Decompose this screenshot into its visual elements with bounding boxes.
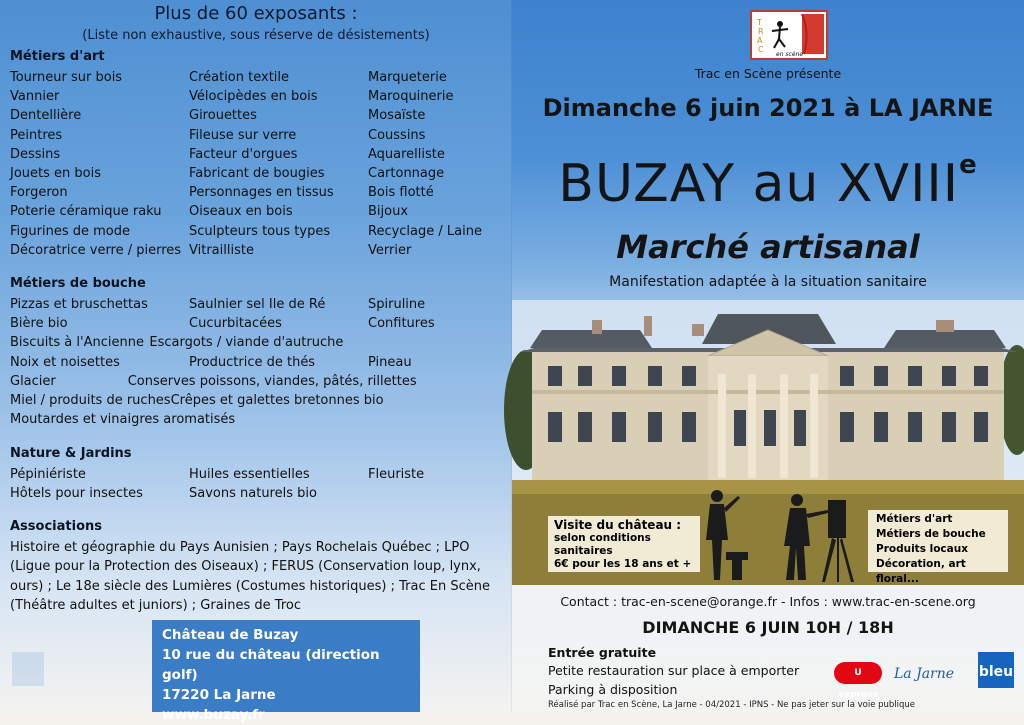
exhibitor-entry: Coussins (368, 127, 426, 143)
event-title-superscript: e (959, 150, 978, 180)
food-info: Petite restauration sur place à emporter (548, 663, 800, 678)
la-jarne-logo-icon: La Jarne (894, 666, 955, 682)
exhibitor-entry: Fileuse sur verre (189, 127, 297, 143)
exhibitor-entry: Hôtels pour insectes (10, 486, 143, 502)
exhibitor-entry: Mosaïste (368, 108, 426, 124)
event-date-headline: Dimanche 6 juin 2021 à LA JARNE (542, 94, 994, 122)
exhibitor-row (10, 87, 510, 106)
exhibitor-entry: Vélocipèdes en bois (189, 89, 318, 105)
trac-en-scene-logo-icon (750, 10, 828, 60)
metiers-art-list (10, 68, 510, 260)
exhibitor-entry (399, 333, 510, 352)
exhibitor-entry: Glacier (10, 373, 56, 389)
exhibitor-entry (424, 410, 510, 429)
ghost-logo-bleu-icon (12, 652, 44, 686)
sanitary-notice: Manifestation adaptée à la situation sanitaire (609, 274, 927, 290)
exhibitor-entry: Création textile (189, 70, 290, 85)
exhibitor-entry: Girouettes (189, 108, 257, 124)
exhibitor-entry: Recyclage / Laine (368, 223, 482, 239)
exhibitor-entry: Miel / produits de ruches (10, 392, 171, 408)
associations-text: Histoire et géographie du Pays Aunisien ; Pays Rochelais Québec ; LPO (Ligue pour la Protection des Oiseaux) ; FERUS (Conservation loup, lynx, ours) ; Le 18e siècle des Lumières (Costumes historiques) ; Trac En Scène (Théâtre adultes et juniors) ; Graines de Troc (10, 540, 490, 614)
france-bleu-logo-icon: bleu (978, 652, 1014, 688)
exhibitors-subtitle: (Liste non exhaustive, sous réserve de désistements) (82, 28, 430, 43)
exhibitor-entry: Escargots / viande d'autruche (149, 335, 344, 351)
section-heading-metiers-bouche: Métiers de bouche (10, 276, 146, 291)
exhibitor-row (10, 222, 510, 241)
market-subtitle: Marché artisanal (616, 228, 920, 266)
exhibitor-entry: Oiseaux en bois (189, 204, 293, 220)
exhibitor-row (10, 314, 510, 333)
category-item: Métiers de bouche (876, 528, 986, 540)
category-item: Décoration, art floral... (876, 558, 966, 585)
exhibitor-entry: Bijoux (368, 204, 409, 220)
category-item: Métiers d'art (876, 513, 953, 525)
exhibitor-entry (368, 484, 510, 503)
exhibitor-row (10, 145, 510, 164)
address-line-city: 17220 La Jarne (162, 687, 276, 703)
exhibitor-row (10, 353, 510, 372)
exhibitor-row (10, 372, 510, 391)
credits-line: Réalisé par Trac en Scène, La Jarne - 04/2021 - IPNS - Ne pas jeter sur la voie publique (548, 700, 916, 710)
svg-text:A: A (757, 36, 763, 45)
exhibitor-entry: Cucurbitacées (189, 316, 282, 332)
exhibitor-entry: Dessins (10, 146, 61, 162)
event-title-main: BUZAY au XVIII (558, 154, 960, 214)
exhibitor-entry: Crêpes et galettes bretonnes bio (170, 392, 384, 408)
exhibitor-entry: Fleuriste (368, 467, 425, 482)
exhibitor-row (10, 465, 510, 484)
exhibitor-entry: Biscuits à l'Ancienne (10, 335, 144, 351)
exhibitor-entry: Forgeron (10, 185, 68, 201)
exhibitor-entry (315, 410, 424, 429)
section-heading-nature: Nature & Jardins (10, 446, 132, 461)
categories-box (868, 510, 1008, 585)
exhibitor-entry: Maroquinerie (368, 89, 454, 105)
exhibitor-entry: Savons naturels bio (189, 486, 317, 502)
exhibitor-row (10, 202, 510, 221)
exhibitor-entry: Aquarelliste (368, 146, 445, 162)
exhibitor-entry: Spiruline (368, 297, 426, 312)
exhibitor-row (10, 410, 510, 429)
presenter-line: Trac en Scène présente (694, 66, 842, 81)
exhibitor-entry: Dentellière (10, 108, 82, 124)
exhibitor-entry: Saulnier sel Ile de Ré (189, 297, 326, 312)
address-line-name: Château de Buzay (162, 627, 299, 643)
exhibitor-entry: Bière bio (10, 316, 68, 332)
exhibitor-entry: Pineau (368, 354, 412, 370)
exhibitor-entry: Vitrailliste (189, 242, 254, 258)
exhibitor-entry: Marqueterie (368, 70, 447, 85)
svg-text:en scène: en scène (776, 51, 804, 58)
exhibitor-entry: Fabricant de bougies (189, 165, 325, 181)
exhibitor-row (10, 126, 510, 145)
address-box (152, 620, 420, 723)
address-line-street: 10 rue du château (direction golf) (162, 647, 380, 683)
exhibitor-entry: Figurines de mode (10, 223, 130, 239)
opening-hours: DIMANCHE 6 JUIN 10H / 18H (642, 618, 894, 637)
exhibitor-entry: Tourneur sur bois (10, 70, 123, 85)
exhibitor-entry: Noix et noisettes (10, 354, 120, 370)
exhibitor-entry: Verrier (368, 242, 412, 258)
visit-heading: Visite du château : (554, 518, 682, 532)
exhibitor-row (10, 68, 510, 87)
exhibitor-entry: Personnages en tissus (189, 185, 334, 201)
svg-text:T: T (757, 18, 762, 27)
visit-price: 6€ pour les 18 ans et + (554, 558, 692, 570)
svg-text:C: C (758, 45, 764, 54)
contact-line: Contact : trac-en-scene@orange.fr - Infos : www.trac-en-scene.org (560, 594, 976, 609)
section-heading-associations: Associations (10, 519, 102, 534)
exhibitor-entry: Huiles essentielles (189, 467, 310, 482)
exhibitor-row (10, 484, 510, 503)
exhibitor-row (10, 391, 510, 410)
exhibitor-entry: Sculpteurs tous types (189, 223, 331, 239)
left-panel (0, 0, 512, 723)
visit-condition: selon conditions sanitaires (554, 532, 651, 557)
right-panel (512, 0, 1024, 712)
svg-text:R: R (758, 27, 764, 36)
exhibitor-entry (417, 372, 510, 391)
nature-list (10, 465, 510, 503)
exhibitor-entry: Peintres (10, 127, 63, 143)
exhibitor-row (10, 241, 510, 260)
exhibitor-entry: Cartonnage (368, 165, 445, 181)
exhibitor-entry: Facteur d'orgues (189, 146, 298, 162)
chateau-visit-box (548, 516, 700, 572)
exhibitor-entry: Décoratrice verre / pierres (10, 242, 182, 258)
exhibitor-entry: Jouets en bois (10, 165, 101, 181)
u-express-logo-icon: U express (834, 662, 882, 684)
exhibitor-entry: Moutardes et vinaigres aromatisés (10, 412, 236, 428)
exhibitor-row (10, 295, 510, 314)
exhibitor-entry: Pizzas et bruschettas (10, 297, 148, 312)
exhibitor-entry: Vannier (10, 89, 60, 105)
exhibitor-row (10, 333, 510, 352)
address-website: www.buzay.fr (162, 707, 265, 723)
exhibitor-entry: Confitures (368, 316, 435, 332)
category-item: Produits locaux (876, 543, 968, 555)
exhibitor-entry: Bois flotté (368, 185, 434, 201)
exhibitor-entry: Poterie céramique raku (10, 204, 162, 220)
exhibitor-row (10, 164, 510, 183)
metiers-bouche-list (10, 295, 510, 429)
exhibitor-entry: Conserves poissons, viandes, pâtés, rillettes (127, 373, 417, 389)
exhibitor-row (10, 183, 510, 202)
parking-info: Parking à disposition (548, 682, 678, 697)
exhibitor-entry (406, 391, 510, 410)
exhibitors-title: Plus de 60 exposants : (154, 3, 358, 24)
section-heading-metiers-art: Métiers d'art (10, 49, 105, 64)
exhibitor-entry: Pépiniériste (10, 467, 86, 482)
free-entry: Entrée gratuite (548, 645, 657, 660)
event-title (512, 150, 1024, 214)
exhibitor-entry: Productrice de thés (189, 354, 316, 370)
exhibitor-row (10, 106, 510, 125)
